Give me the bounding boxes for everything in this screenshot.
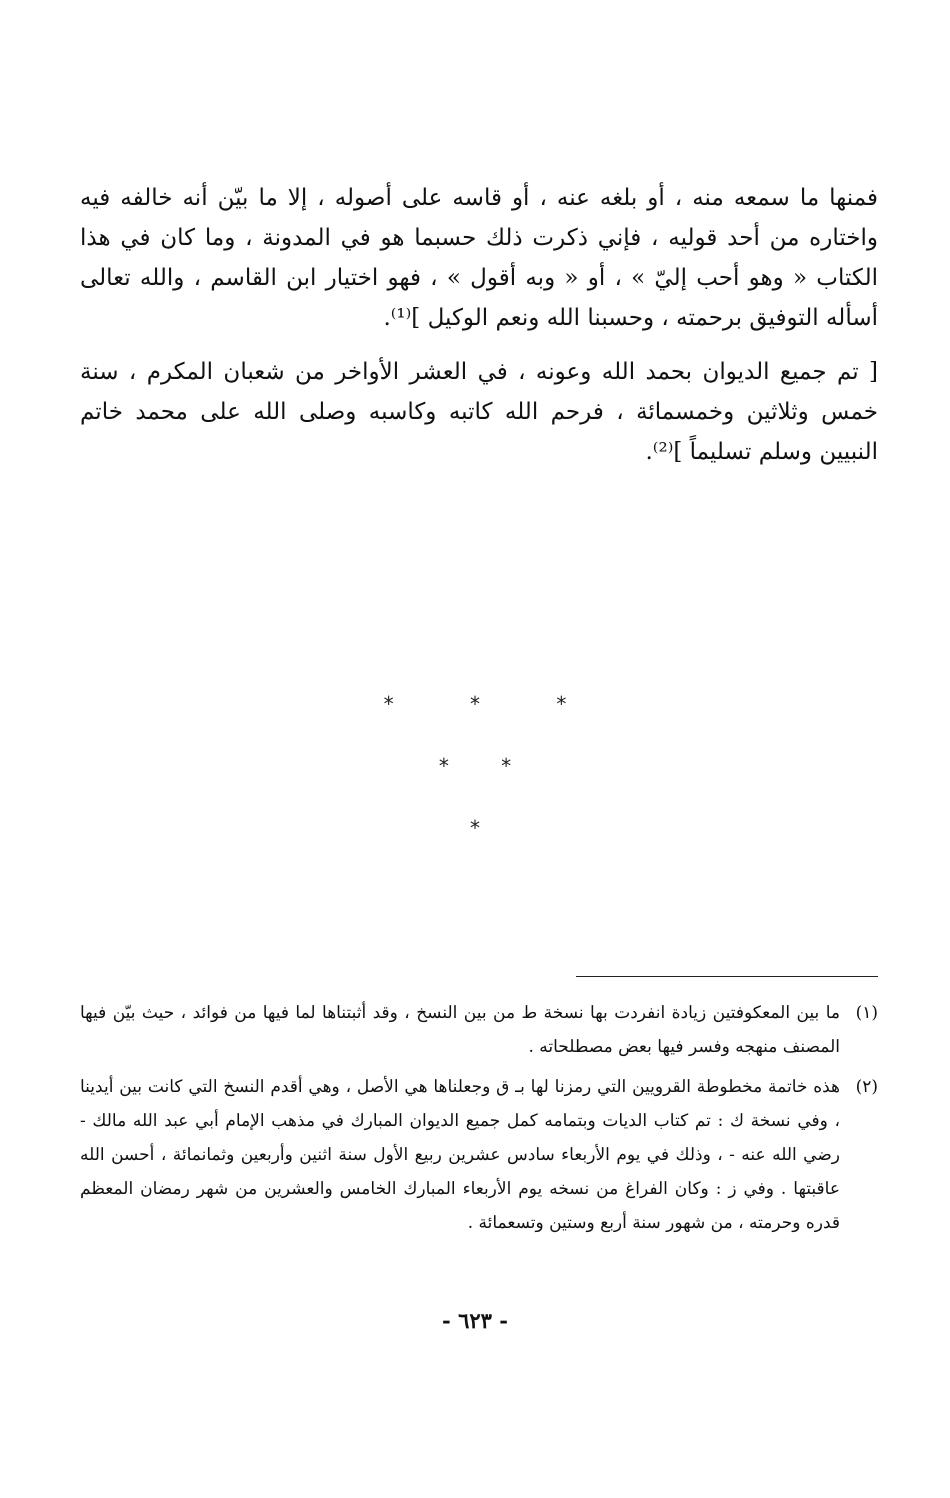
main-paragraph-1: فمنها ما سمعه منه ، أو بلغه عنه ، أو قاسه على أصوله ، إلا ما بيّن أنه خالفه فيه واختاره من أحد قوليه ، فإني ذكرت ذلك حسبما هو في المدونة ، وما كان في هذا الكتاب « وهو أحب إليّ » ، أو « وبه أقول » ، فهو اختيار ابن القاسم ، والله تعالى أسأله التوفيق برحمته ، وحسبنا الله ونعم الوكيل ]⁽¹⁾. bbox=[80, 185, 878, 331]
main-text bbox=[80, 178, 878, 472]
footnote-number: (٢) bbox=[855, 1077, 878, 1097]
footnotes bbox=[80, 996, 878, 1240]
asterisk-mark: * bbox=[470, 692, 480, 716]
ornament-row-3 bbox=[0, 816, 950, 840]
footnote-text: ما بين المعكوفتين زيادة انفردت بها نسخة ط من بين النسخ ، وقد أثبتناها لما فيها من فوائد ، حيث بيّن فيها المصنف منهجه وفسر فيها بعض مصطلحاته . bbox=[80, 1003, 840, 1057]
footnote-text: هذه خاتمة مخطوطة القرويين التي رمزنا لها بـ ق وجعلناها هي الأصل ، وهي أقدم النسخ التي كانت بين أيدينا ، وفي نسخة ك : تم كتاب الديات وبتمامه كمل جميع الديوان المبارك في مذهب الإمام أبي عبد الله مالك - رضي الله عنه - ، وذلك في يوم الأربعاء سادس عشرين ربيع الأول سنة اثنين وأربعين وثمانمائة ، أحسن الله عاقبتها . وفي ز : وكان الفراغ من نسخه يوم الأربعاء المبارك الخامس والعشرين من شهر رمضان المعظم قدره وحرمته ، من شهور سنة أربع وستين وتسعمائة . bbox=[80, 1077, 840, 1233]
asterisk-mark: * bbox=[556, 692, 567, 716]
asterisk-mark: * bbox=[470, 816, 480, 840]
ornament-row-2 bbox=[0, 754, 950, 778]
footnote-separator bbox=[576, 976, 878, 977]
page-number: - ٦٢٣ - bbox=[442, 1308, 508, 1333]
footnote-1 bbox=[80, 996, 878, 1064]
footnote-number: (١) bbox=[855, 1003, 878, 1023]
asterisk-mark: * bbox=[438, 754, 449, 778]
ornament-row-1 bbox=[0, 692, 950, 716]
asterisk-mark: * bbox=[383, 692, 394, 716]
footnote-2 bbox=[80, 1070, 878, 1240]
main-paragraph-2: [ تم جميع الديوان بحمد الله وعونه ، في العشر الأواخر من شعبان المكرم ، سنة خمس وثلاثين وخمسمائة ، فرحم الله كاتبه وكاسبه وصلى الله على محمد خاتم النبيين وسلم تسليماً ]⁽²⁾. bbox=[80, 359, 878, 465]
asterisk-mark: * bbox=[501, 754, 512, 778]
